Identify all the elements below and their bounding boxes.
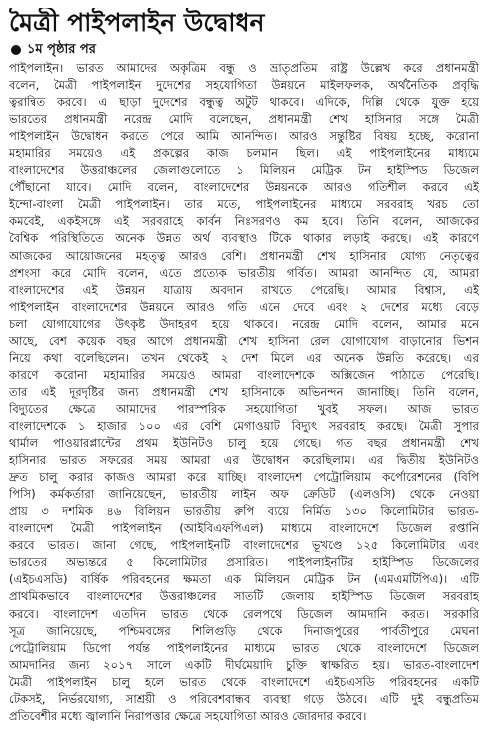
body-line: প্রশংসা করে মোদি বলেন, এতে প্রত্যেক ভারতীয় গর্বিত। আমরা আনন্দিত যে, আমরা	[9, 265, 479, 280]
body-line: ত্বরান্বিত করবে। এ ছাড়া দুদেশের বন্ধুত্ব অটুট থাকবে। এদিকে, দিল্লি থেকে যুক্ত হয়ে	[9, 95, 479, 110]
body-line: কমবেই, একইসঙ্গে এই সরবরাহে কার্বন নিঃসরণও কম হবে। তিনি বলেন, আজকের	[9, 214, 479, 229]
body-line: পাইপলাইন উদ্বোধন করতে পেরে আমি আনন্দিত। আরও সন্তুষ্টির বিষয় হচ্ছে, করোনা	[9, 129, 479, 144]
body-line: ভারতের প্রধানমন্ত্রী নরেন্দ্র মোদি বলেছেন, প্রধানমন্ত্রী শেখ হাসিনার সঙ্গে মৈত্রী	[9, 112, 479, 127]
body-line: পাইপলাইন বাংলাদেশের উন্নয়নে আরও গতি এনে দেবে এবং ২ দেশের মধ্যে বেড়ে	[9, 299, 479, 314]
bullet-icon	[11, 45, 21, 55]
body-line: চলা যোগাযোগের উৎকৃষ্ট উদাহরণ হয়ে থাকবে। নরেন্দ্র মোদি বলেন, আমার মনে	[9, 316, 479, 331]
article-body	[9, 60, 479, 725]
body-line: (এইচএসডি) বার্ষিক পরিবহনের ক্ষমতা এক মিলিয়ন মেট্রিক টন (এমএমটিপিএ)। এটি	[9, 572, 479, 587]
body-line: বাংলাদেশের এই উন্নয়ন যাত্রায় অবদান রাখতে পেরেছি। আমার বিশ্বাস, এই	[9, 282, 479, 297]
body-line: পৌঁছানো যাবে। মোদি বলেন, বাংলাদেশের উন্নয়নকে আরও গতিশীল করবে এই	[9, 180, 479, 195]
body-line: আছে, বেশ কয়েক বছর আগে প্রধানমন্ত্রী শেখ হাসিনা রেল যোগাযোগ বাড়ানোর ভিশন	[9, 333, 479, 348]
body-line: নিয়ে কথা বলেছিলেন। তখন থেকেই ২ দেশ মিলে এর অনেক উন্নতি করেছে। এর	[9, 350, 479, 365]
body-line: করবে ভারত। জানা গেছে, পাইপলাইনটি বাংলাদেশের ভূখণ্ডে ১২৫ কিলোমিটার এবং	[9, 538, 479, 553]
body-line: পাইপলাইন। ভারত আমাদের অকৃত্রিম বন্ধু ও ভ্রাতৃপ্রতিম রাষ্ট্র উল্লেখ করে প্রধানমন্ত্রী	[9, 61, 479, 75]
body-line: পিসি) কর্মকর্তারা জানিয়েছেন, ভারতীয় লাইন অফ ক্রেডিট (এলওসি) থেকে নেওয়া	[9, 487, 479, 502]
body-line: প্রাথমিকভাবে বাংলাদেশের উত্তরাঞ্চলের সাতটি জেলায় হাইস্পিড ডিজেল সরবরাহ	[9, 589, 479, 604]
body-line: করবে। বাংলাদেশ এতদিন ভারত থেকে রেলপথে ডিজেল আমদানি করত। সরকারি	[9, 606, 479, 621]
body-line: ভারতের অভ্যন্তরে ৫ কিলোমিটার প্রসারিত। পাইপলাইনটির হাইস্পিড ডিজেলের	[9, 555, 479, 570]
body-line: আমদানির জন্য ২০১৭ সালে একটি দীর্ঘমেয়াদি চুক্তি স্বাক্ষরিত হয়। ভারত-বাংলাদেশ	[9, 657, 479, 672]
body-line: থার্মাল পাওয়ারপ্লান্টের প্রথম ইউনিটও চালু হয়ে গেছে। গত বছর প্রধানমন্ত্রী শেখ	[9, 436, 479, 451]
body-line: প্রতিবেশীর মধ্যে জ্বালানি নিরাপত্তার ক্ষেত্রে সহযোগিতা আরও জোরদার করবে।	[9, 708, 367, 723]
body-line: বাংলাদেশের উত্তরাঞ্চলের জেলাগুলোতে ১ মিলিয়ন মেট্রিক টন হাইস্পিড ডিজেল	[9, 163, 479, 178]
body-line: বলেন, মৈত্রী পাইপলাইন দুদেশের সহযোগিতা উন্নয়নে মাইলফলক, অর্থনৈতিক প্রবৃদ্ধি	[9, 78, 479, 93]
body-line: প্রায় ৩ দশমিক ৪৬ বিলিয়ন ভারতীয় রুপি ব্যয়ে নির্মিত ১৩০ কিলোমিটার ভারত-	[9, 504, 479, 519]
body-line: সূত্র জানিয়েছে, পশ্চিমবঙ্গের শিলিগুড়ি থেকে দিনাজপুরের পার্বতীপুরে মেঘনা	[9, 623, 479, 638]
body-line: পেট্রোলিয়াম ডিপো পর্যন্ত পাইপলাইনের মাধ্যমে ভারত থেকে বাংলাদেশে ডিজেল	[9, 640, 479, 655]
body-line: হাসিনার ভারত সফরের সময় আমরা এর উদ্বোধন করেছিলাম। এর দ্বিতীয় ইউনিটও	[9, 453, 479, 468]
body-line: মৈত্রী পাইপলাইন চালু হলে ভারত থেকে বাংলাদেশে এইচএসডি পরিবহনের একটি	[9, 674, 479, 689]
body-line: কারণে করোনা মহামারির সময়েও আমরা বাংলাদেশকে অক্সিজেন পাঠাতে পেরেছি।	[9, 367, 479, 382]
body-line: টেকসই, নির্ভরযোগ্য, সাশ্রয়ী ও পরিবেশবান্ধব ব্যবস্থা গড়ে উঠবে। এটি দুই বন্ধুপ্রতিম	[9, 691, 479, 706]
body-line: বিদ্যুতের ক্ষেত্রে আমাদের পারস্পরিক সহযোগিতা খুবই সফল। আজ ভারত	[9, 401, 479, 416]
body-line: দ্রুত চালু করার কাজও আমরা করে যাচ্ছি। বাংলাদেশ পেট্রোলিয়াম কর্পোরেশনের (বিপি	[9, 470, 479, 485]
body-line: তার এই দূরদৃষ্টির জন্য প্রধানমন্ত্রী শেখ হাসিনাকে অভিনন্দন জানাচ্ছি। তিনি বলেন,	[9, 384, 479, 399]
body-line: বাংলাদেশকে ১ হাজার ১০০ এর বেশি মেগাওয়াট বিদ্যুৎ সরবরাহ করছে। মৈত্রী সুপার	[9, 418, 479, 433]
body-line: আজকের আয়োজনের মহত্ত্ব আরও বেশি। প্রধানমন্ত্রী শেখ হাসিনার যোগ্য নেতৃত্বের	[9, 248, 479, 263]
continuation-label: ১ম পৃষ্ঠার পর	[27, 42, 96, 57]
headline: মৈত্রী পাইপলাইন উদ্বোধন	[9, 8, 265, 37]
body-line: ইন্দো-বাংলা মৈত্রী পাইপলাইন। তার মতে, পাইপলাইনের মাধ্যমে সরবরাহ খরচ তো	[9, 197, 479, 212]
body-line: বাংলাদেশ মৈত্রী পাইপলাইন (আইবিএফপিএল) মাধ্যমে বাংলাদেশে ডিজেল রপ্তানি	[9, 521, 479, 536]
body-line: বৈশ্বিক পরিস্থিতিতে অনেক উন্নত অর্থ ব্যবস্থাও টিকে থাকার লড়াই করছে। এই কারণে	[9, 231, 479, 246]
body-line: মহামারির সময়েও এই প্রকল্পের কাজ চলমান ছিল। এই পাইপলাইনের মাধ্যমে	[9, 146, 479, 161]
continuation-line	[11, 42, 479, 58]
